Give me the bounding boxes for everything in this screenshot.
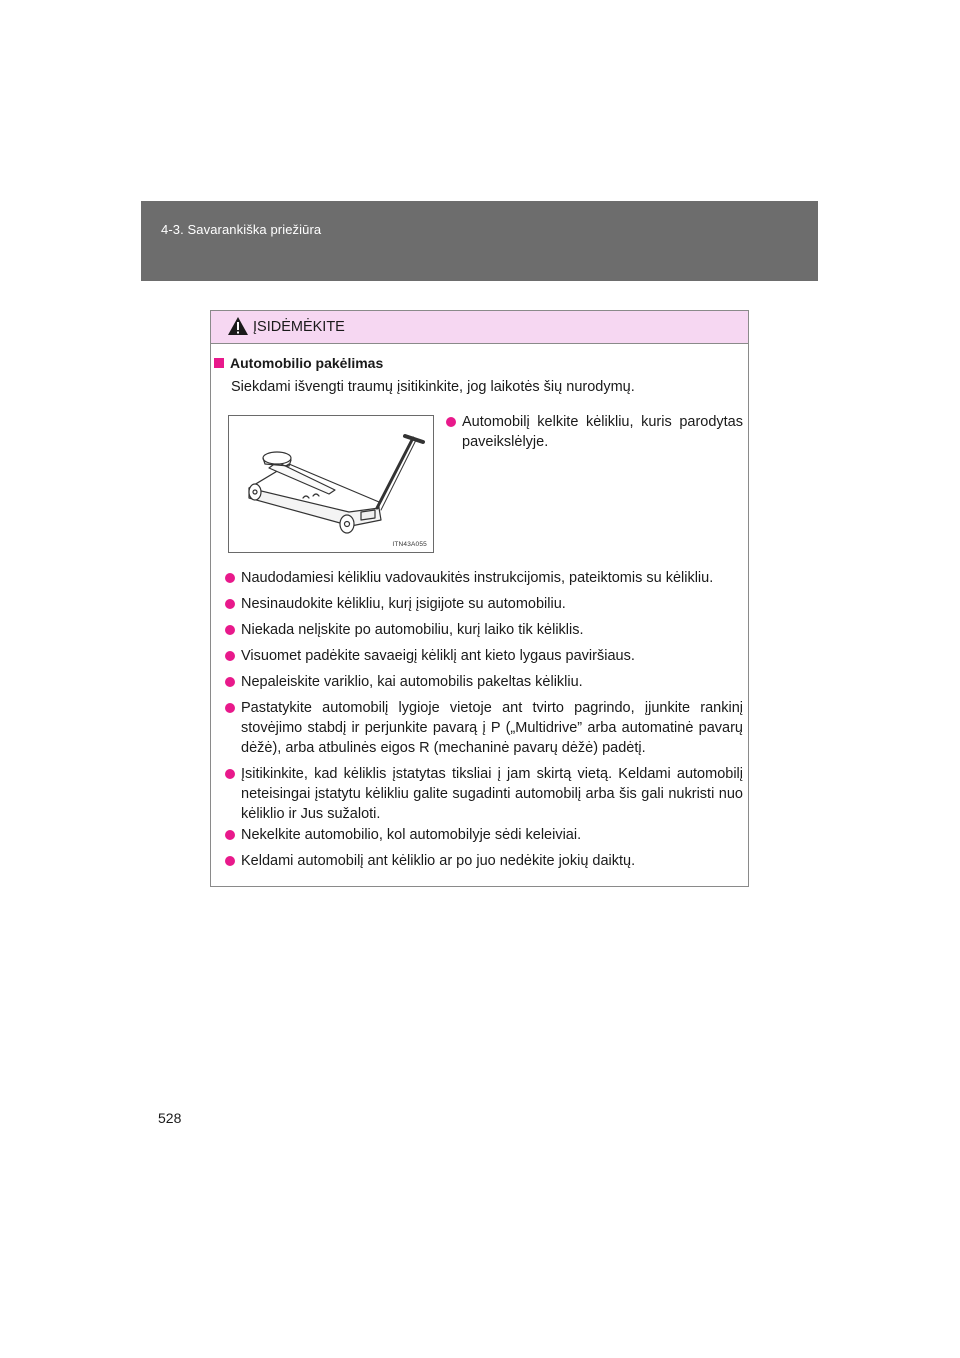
bullet-item (225, 764, 743, 824)
bullet-dot-icon (225, 599, 235, 609)
figure-bullet (446, 412, 743, 452)
bullet-dot-icon (225, 830, 235, 840)
section-title (214, 355, 383, 371)
bullet-text: Nesinaudokite kėlikliu, kurį įsigijote su automobiliu. (241, 596, 566, 612)
bullet-dot-icon (225, 677, 235, 687)
bullet-dot-icon (225, 651, 235, 661)
floor-jack-figure (228, 415, 434, 553)
bullet-text: Nepaleiskite variklio, kai automobilis pakeltas kėlikliu. (241, 674, 583, 690)
caution-title: ĮSIDĖMĖKITE (253, 319, 345, 335)
bullet-text: Naudodamiesi kėlikliu vadovaukitės instrukcijomis, pateiktomis su kėlikliu. (241, 570, 714, 586)
bullet-text: Visuomet padėkite savaeigį kėliklį ant kieto lygaus paviršiaus. (241, 648, 635, 664)
section-title-text: Automobilio pakėlimas (230, 355, 384, 371)
bullet-item (225, 825, 743, 845)
floor-jack-illustration (229, 416, 433, 552)
section-square-icon (214, 358, 224, 368)
page-number: 528 (158, 1110, 182, 1126)
warning-triangle-icon (227, 316, 249, 336)
bullet-text: Keldami automobilį ant kėliklio ar po juo nedėkite jokių daiktų. (241, 853, 636, 869)
bullet-item (225, 851, 743, 871)
bullet-text: Įsitikinkite, kad kėliklis įstatytas tiksliai į jam skirtą vietą. Keldami automobilį neteisingai įstatytu kėlikliu galite sugadinti automobilį arba šis gali nukristi nuo kėliklio ir Jus sužaloti. (241, 766, 743, 822)
section-header-title: 4-3. Savarankiška priežiūra (161, 222, 322, 237)
figure-bullet-text: Automobilį kelkite kėlikliu, kuris parodytas paveikslėlyje. (462, 414, 743, 450)
bullet-dot-icon (446, 417, 456, 427)
bullet-text: Pastatykite automobilį lygioje vietoje ant tvirto pagrindo, įjunkite rankinį stovėjimo stabdį ir perjunkite pavarą į P („Multidrive” arba automatinė pavarų dėžė), arba atbulinės eigos R (mechaninė pavarų dėžė) padėtį. (241, 700, 743, 756)
bullet-text: Nekelkite automobilio, kol automobilyje sėdi keleiviai. (241, 827, 582, 843)
bullet-item (225, 698, 743, 758)
bullet-dot-icon (225, 573, 235, 583)
bullet-item (225, 568, 743, 588)
bullet-item (225, 672, 743, 692)
caution-header (211, 311, 748, 344)
bullet-item (225, 594, 743, 614)
bullet-dot-icon (225, 856, 235, 866)
figure-code: ITN43A055 (392, 541, 427, 548)
caution-box (210, 310, 749, 887)
bullet-dot-icon (225, 625, 235, 635)
intro-text: Siekdami išvengti traumų įsitikinkite, jog laikotės šių nurodymų. (231, 379, 635, 395)
bullet-text: Niekada nelįskite po automobiliu, kurį laiko tik kėliklis. (241, 622, 584, 638)
bullet-dot-icon (225, 769, 235, 779)
section-header-band (141, 201, 818, 281)
bullet-dot-icon (225, 703, 235, 713)
bullet-item (225, 620, 743, 640)
bullet-item (225, 646, 743, 666)
